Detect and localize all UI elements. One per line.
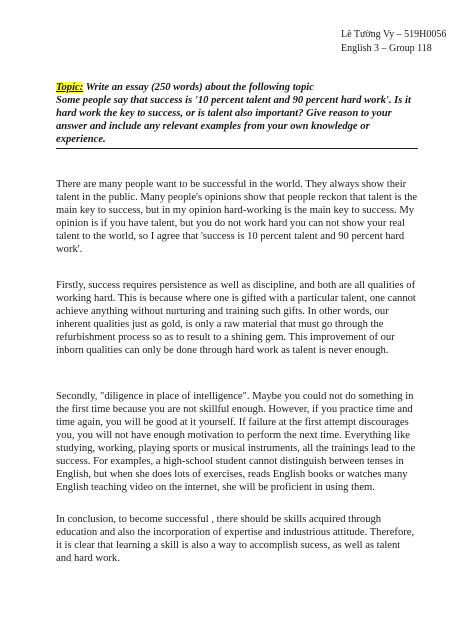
course-group-line: English 3 – Group 118 [341, 43, 432, 54]
essay-paragraph-intro: There are many people want to be successful in the world. They always show their talent in the public. Many people's opinions show that people reckon that talent is the main key to success, but in my opinion hard-working is the main key to success. My opinion is if you have talent, but you do not work hard you can not show your real talent to the world, so I agree that 'success is 10 percent talent and 90 percent hard work'. [56, 179, 418, 255]
topic-text: Write an essay (250 words) about the following topic Some people say that success is '10 percent talent and 90 percent hard work'. Is it hard work the key to success, or is talent also important? Give reason to your answer and include any relevant examples from your own knowledge or experience. [56, 82, 411, 145]
topic-label: Topic: [56, 82, 84, 93]
essay-topic [56, 81, 418, 149]
author-header [341, 28, 446, 56]
essay-paragraph-first: Firstly, success requires persistence as well as discipline, and both are all qualities of working hard. This is because where one is gifted with a particular talent, one cannot achieve anything without nurturing and training such gifts. In other words, our inherent qualities just as gold, is only a raw material that must go through the refurbishment process so as to result to a shining gem. This improvement of our inborn qualities can only be done through hard work as talent is never enough. [56, 280, 416, 356]
essay-paragraph-second: Secondly, "diligence in place of intelligence". Maybe you could not do something in the first time because you are not skillful enough. However, if you practice time and time again, you will be good at it yourself. If failure at the first attempt discourages you, you will not have enough motivation to perform the next time. Everything like studying, working, playing sports or musical instruments, all the trainings lead to the success. For examples, a high-school student cannot distinguish between tenses in English, but when she does lots of exercises, reads English books or watches many English teaching video on the internet, she will be proficient in using them. [56, 391, 416, 493]
essay-paragraph-conclusion: In conclusion, to become successful , there should be skills acquired through education and also the incorporation of expertise and industrious attitude. Therefore, it is clear that learning a skill is also a way to accomplish sucess, as well as talent and hard work. [56, 514, 415, 564]
author-name-line: Lê Tường Vy – 519H0056 [341, 29, 447, 40]
